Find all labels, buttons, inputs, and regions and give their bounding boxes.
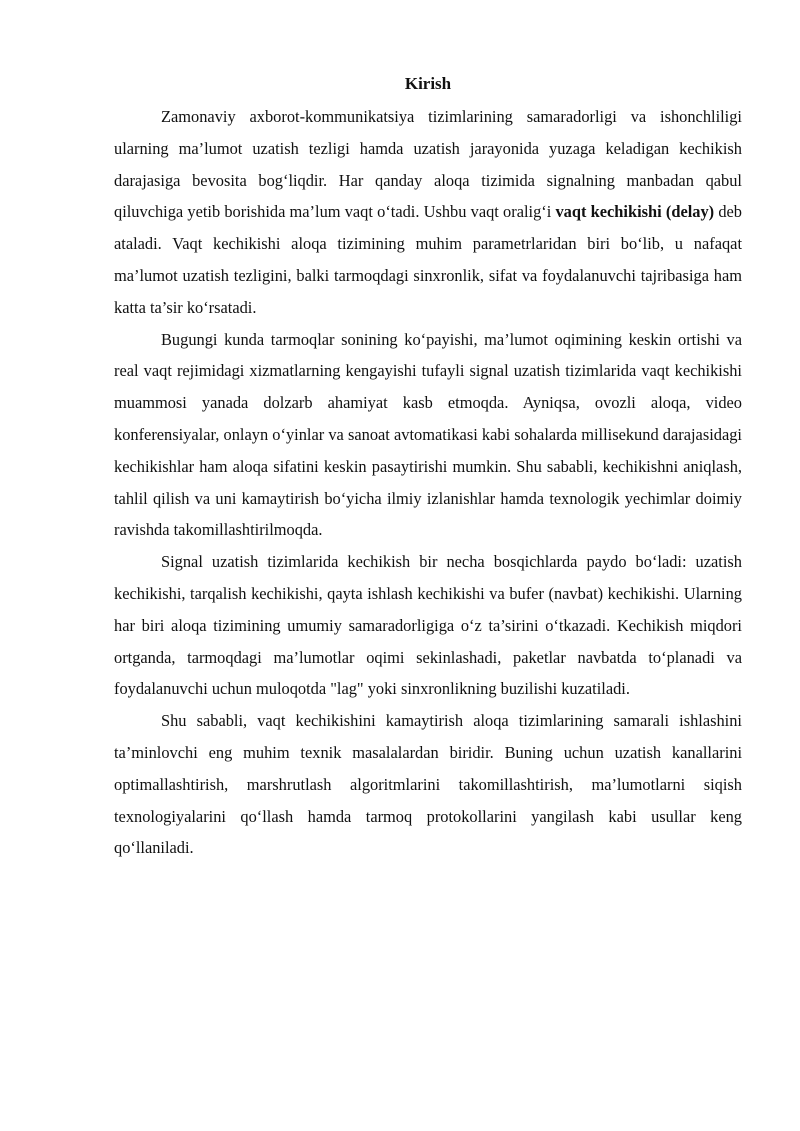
paragraph-solutions: Shu sababli, vaqt kechikishini kamaytirish aloqa tizimlarining samarali ishlashini ta’minlovchi eng muhim texnik masalalardan biridir. Buning uchun uzatish kanallarini optimallashtirish, marshrutlash algoritmlarini takomillashtirish, ma’lumotlarni siqish texnologiyalarini qo‘llash hamda tarmoq protokollarini yangilash kabi usullar keng qo‘llaniladi. [114, 711, 742, 858]
document-page [114, 73, 742, 864]
paragraph-relevance: Bugungi kunda tarmoqlar sonining ko‘payishi, ma’lumot oqimining keskin ortishi va real vaqt rejimidagi xizmatlarning kengayishi tufayli signal uzatish tizimlarida vaqt kechikishi muammosi yanada dolzarb ahamiyat kasb etmoqda. Ayniqsa, ovozli aloqa, video konferensiyalar, onlayn o‘yinlar va sanoat avtomatikasi kabi sohalarda millisekund darajasidagi kechikishlar ham aloqa sifatini keskin pasaytirishi mumkin. Shu sababli, kechikishni aniqlash, tahlil qilish va uni kamaytirish bo‘yicha ilmiy izlanishlar hamda texnologik yechimlar doimiy ravishda takomillashtirilmoqda. [114, 329, 742, 540]
paragraph-intro-text-before: Zamonaviy axborot-kommunikatsiya tizimlarining samaradorligi va ishonchliligi ularning ma’lumot uzatish tezligi hamda uzatish jarayonida yuzaga keladigan kechikish darajasiga bevosita bog‘liqdir. Har qanday aloqa tizimida signalning manbadan qabul qiluvchiga yetib borishida ma’lum vaqt o‘tadi. Ushbu vaqt oralig‘i [114, 107, 742, 222]
section-title: Kirish [404, 74, 452, 93]
term-delay: vaqt kechikishi (delay) [555, 202, 715, 222]
paragraph-intro-text-after: deb ataladi. Vaqt kechikishi aloqa tizimining muhim parametrlaridan biri bo‘lib, u nafaqat ma’lumot uzatish tezligini, balki tarmoqdagi sinxronlik, sifat va foydalanuvchi tajribasiga ham katta ta’sir ko‘rsatadi. [114, 202, 742, 317]
paragraph-delay-types: Signal uzatish tizimlarida kechikish bir necha bosqichlarda paydo bo‘ladi: uzatish kechikishi, tarqalish kechikishi, qayta ishlash kechikishi va bufer (navbat) kechikishi. Ularning har biri aloqa tizimining umumiy samaradorligiga o‘z ta’sirini o‘tkazadi. Kechikish miqdori ortganda, tarmoqdagi ma’lumotlar oqimi sekinlashadi, paketlar navbatda to‘planadi va foydalanuvchi uchun muloqotda "lag" yoki sinxronlikning buzilishi kuzatiladi. [114, 552, 742, 699]
paragraph-intro [114, 101, 742, 324]
